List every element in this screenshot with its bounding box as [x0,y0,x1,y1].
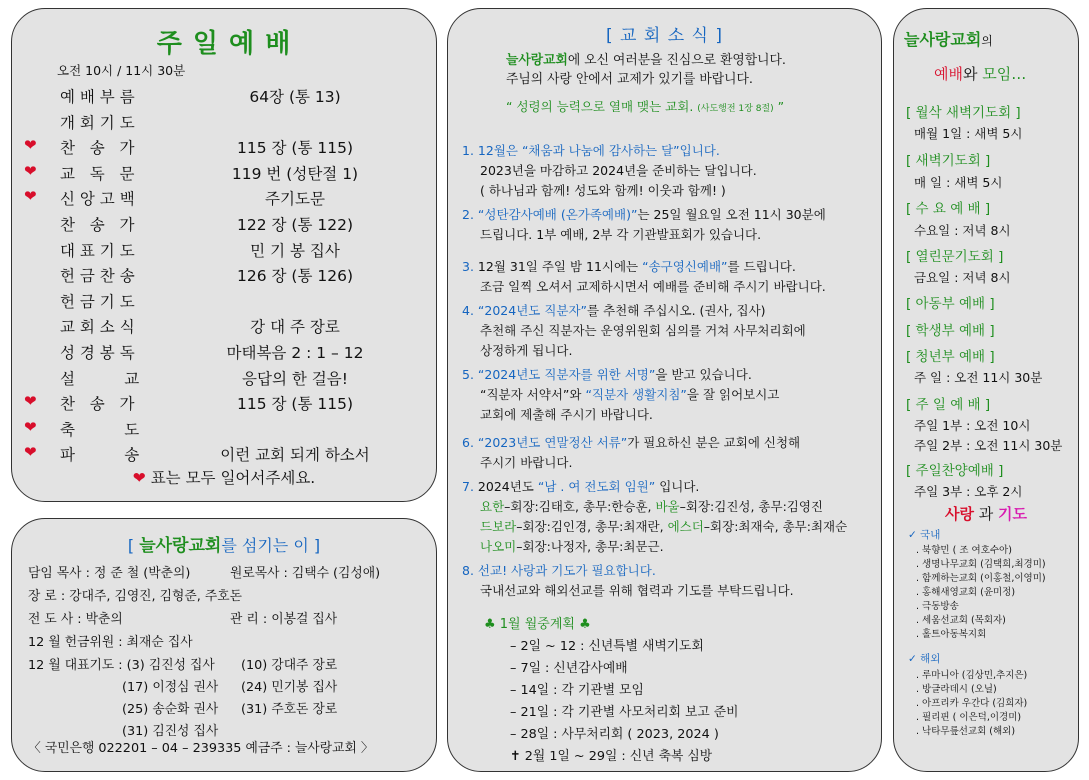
worship-order-row [24,136,434,161]
church-name: 늘사랑교회 [506,53,568,68]
meeting-head: [ 수 요 예 배 ] [906,201,991,217]
worship-time: 오전 10시 / 11시 30분 [57,63,186,78]
order-item-value: 민 기 봉 집사 [250,241,340,260]
order-item-value: 이런 교회 되게 하소서 [220,446,370,465]
order-item-value: 119 번 (성탄절 1) [231,164,359,183]
news-item-6 [462,433,878,473]
order-item-value: 64장 (통 13) [249,88,341,106]
welcome-line-2: 주님의 사랑 안에서 교제가 있기를 바랍니다. [506,72,753,87]
worship-order-row [24,187,434,212]
item-text: “직분자 서약서” [480,387,570,402]
order-item-name: 찬 송 가 [60,395,135,414]
meetings-title [934,63,1026,84]
servants-title-suffix: 를 섬기는 이 ] [221,536,321,555]
elders: 장 로 : 강대주, 김영진, 김형준, 주호돈 [28,589,242,604]
welcome-message [506,51,786,89]
order-item-value: 115 장 (통 115) [237,139,353,158]
item-highlight: “2024년도 직분자” [477,303,588,318]
worship-order-row [24,315,434,340]
pastor: 담임 목사 : 정 준 철 (박춘의) [28,566,191,581]
item-text: 는 25일 월요일 오전 11시 30분에 [637,207,826,222]
mission-item: . 필리핀 ( 이은덕,이경미) [916,712,1022,723]
meeting-head: [ 주일찬양예배 ] [906,463,1004,479]
news-item-2 [462,205,878,245]
item-text: 입니다. [679,143,720,158]
group-name: 드보라 [480,519,517,534]
worship-order-row [24,264,434,289]
meeting-time: 주일 1부 : 오전 10시 [914,418,1031,433]
order-item-name: 예 배 부 름 [60,88,135,106]
emeritus-pastor: 원로목사 : 김택수 (김성애) [230,566,381,581]
meeting-head: [ 청년부 예배 ] [906,349,995,365]
order-item-name: 교 회 소 식 [60,318,135,337]
order-item-name: 성 경 봉 독 [60,344,135,362]
meeting-head: [ 아동부 예배 ] [906,296,995,312]
order-item-name: 찬 송 가 [60,139,135,158]
worship-order-row [24,392,434,417]
mission-item: . 북향민 ( 조 여호수아) [916,545,1012,556]
church-name: 늘사랑교회 [904,30,982,49]
item-line: ( 하나님과 함께! 성도와 함께! 이웃과 함께! ) [480,183,726,198]
order-item-name: 대 표 기 도 [60,241,135,260]
worship-panel [11,8,437,502]
news-item-1 [462,141,878,201]
news-panel [447,8,882,772]
schedule-item: – 21일 : 각 기관별 사모처리회 보고 준비 [510,705,739,720]
theme-verse [506,97,784,115]
heart-icon: ❤ [24,136,37,155]
worship-order-row [24,239,434,264]
order-item-name: 교 독 문 [60,164,135,183]
monthly-plan-title: ♣ 1월 월중계획 ♣ [484,617,591,632]
prayer-rota-item: (24) 민기봉 집사 [241,680,338,695]
prayer-rota-item: (17) 이정심 권사 [122,680,219,695]
standing-note [12,466,436,488]
news-item-8 [462,561,878,601]
item-number: 7. [462,479,474,494]
item-text: 입니다. [655,479,700,494]
item-number: 8. [462,563,474,578]
officer-text: –회장:최재숙, 총무:최재순 [703,519,848,534]
standing-note-text: 표는 모두 일어서주세요. [150,469,316,487]
item-line: 2023년을 마감하고 2024년을 준비하는 달입니다. [480,163,757,178]
mission-item: . 세움선교회 (목회자) [916,615,1006,626]
officer-line [462,537,878,557]
title-mid: 와 [962,65,983,83]
order-item-name: 개 회 기 도 [60,113,135,132]
worship-order-row [24,290,434,315]
prayer-title [894,503,1078,524]
news-item-3 [462,257,878,297]
prayer-rota: 12 월 대표기도 : (3) 김진성 집사 [28,658,215,673]
church-name: 늘사랑교회 [139,536,222,556]
order-item-name: 축 도 [60,420,140,439]
order-item-name: 신 앙 고 백 [60,190,135,209]
prayer-rota-item: (31) 주호돈 장로 [241,702,338,717]
order-item-value: 122 장 (통 122) [237,216,353,234]
meeting-head: [ 학생부 예배 ] [906,323,995,339]
worship-order-row [24,162,434,187]
schedule-item: – 14일 : 각 기관별 모임 [510,683,644,698]
schedule-item: ✝ 2월 1일 ~ 29일 : 신년 축복 심방 [510,749,713,764]
title-meetings: 모임… [982,65,1027,83]
mission-item: . 아프리카 우간다 (김희자) [916,698,1028,709]
mission-item: . 낙타무릎선교회 (해외) [916,726,1016,737]
officer-line [462,497,878,517]
order-item-name: 헌 금 기 도 [60,292,135,311]
item-line: 교회에 제출해 주시기 바랍니다. [480,407,653,422]
meeting-head: [ 주 일 예 배 ] [906,397,991,413]
worship-order-row [24,213,434,238]
meeting-time: 금요일 : 저녁 8시 [914,270,1011,285]
mission-item: . 방글라데시 (오닐) [916,684,997,695]
schedule-item: – 2일 ~ 12 : 신년특별 새벽기도회 [510,639,704,654]
servants-title-prefix: [ [127,536,140,555]
servants-panel [11,518,437,772]
schedule-item: – 28일 : 사무처리회 ( 2023, 2024 ) [510,727,719,742]
order-item-name: 파 송 [60,446,140,465]
bank-account: 〈 국민은행 022201 – 04 – 239335 예금주 : 늘사랑교회 〉 [28,741,374,756]
item-line: 상정하게 됩니다. [480,343,573,358]
order-item-name: 헌 금 찬 송 [60,267,135,286]
prayer-rota-item: (25) 송순화 권사 [122,702,219,717]
order-item-value: 응답의 한 걸음! [242,369,348,388]
meetings-church-name [904,27,993,50]
item-highlight: “송구영신예배” [642,259,728,274]
worship-order-row [24,85,434,110]
meeting-head: [ 월삭 새벽기도회 ] [906,105,1021,121]
heart-icon: ❤ [24,443,37,462]
heart-icon: ❤ [24,417,37,436]
verse-ref: (사도행전 1장 8절) [697,104,774,114]
offering-committee: 12 월 헌금위원 : 최재순 집사 [28,635,193,650]
meeting-time: 주 일 : 오전 11시 30분 [914,370,1043,385]
item-text: 을 받고 있습니다. [655,367,752,382]
item-number: 4. [462,303,474,318]
prayer-mid: 과 [973,505,999,523]
group-name: 요한 [480,499,505,514]
officer-text: –회장:김인경, 총무:최재란, [516,519,668,534]
mission-item: . 루마니아 (김상민,추지은) [916,670,1028,681]
meeting-time: 주일 3부 : 오후 2시 [914,484,1023,499]
heart-icon: ❤ [24,161,37,180]
schedule-item: – 7일 : 신년감사예배 [510,661,628,676]
item-text: 2024년도 [477,479,538,494]
meeting-time: 매월 1일 : 새벽 5시 [914,126,1023,141]
item-line: 주시기 바랍니다. [480,455,573,470]
prayer-rota-item: (31) 김진성 집사 [122,724,219,739]
meetings-panel [893,8,1079,772]
order-item-value: 주기도문 [265,190,325,209]
officer-text: –회장:나정자, 총무:최문근. [516,539,664,554]
mission-item: . 함께하는교회 (이홍철,이영미) [916,573,1046,584]
prayer-rota-item: (10) 강대주 장로 [241,658,338,673]
evangelist: 전 도 사 : 박춘의 [28,612,123,627]
prayer-pray: 기도 [998,505,1027,523]
church-suffix: 의 [981,34,993,48]
group-name: 바울 [655,499,680,514]
manager: 관 리 : 이봉걸 집사 [230,612,338,627]
worship-title: 주 일 예 배 [156,29,292,59]
verse-end: ” [773,99,785,114]
worship-order-row [24,341,434,366]
news-item-4 [462,301,878,361]
item-text: 을 잘 읽어보시고 [686,387,780,402]
item-text: 와 [569,387,586,402]
heart-icon: ❤ [24,187,37,206]
mission-item: . 홍해새영교회 (윤미정) [916,587,1016,598]
overseas-label: ✓ 해외 [908,653,941,665]
item-number: 2. [462,207,474,222]
verse-text: “ 성령의 능력으로 열매 맺는 교회. [506,99,698,114]
group-name: 나오미 [480,539,517,554]
meeting-time: 주일 2부 : 오전 11시 30분 [914,438,1063,453]
mission-item: . 생명나무교회 (김택희,최경미) [916,559,1046,570]
mission-item: . 홀트아동복지회 [916,629,987,640]
group-name: 에스더 [667,519,704,534]
item-highlight: 선교! 사랑과 기도가 필요합니다. [477,563,656,578]
item-highlight: “남 . 여 전도회 임원” [537,479,656,494]
meeting-head: [ 새벽기도회 ] [906,153,991,169]
order-item-name: 설 교 [60,369,140,388]
prayer-love: 사랑 [945,505,974,523]
item-highlight: “2024년도 직분자를 위한 서명” [477,367,656,382]
officer-text: –회장:김진성, 총무:김영진 [679,499,824,514]
meeting-time: 매 일 : 새벽 5시 [914,175,1003,190]
item-highlight: “채움과 나눔에 감사하는 달” [521,143,680,158]
heart-icon: ❤ [24,392,37,411]
item-line [462,385,878,405]
item-line: 추천해 주신 직분자는 운영위원회 심의를 거쳐 사무처리회에 [480,323,806,338]
worship-order-row [24,418,434,443]
order-item-value: 115 장 (통 115) [237,395,353,414]
order-item-value: 강 대 주 장로 [250,318,340,337]
officer-line [462,517,878,537]
item-number: 5. [462,367,474,382]
item-number: 6. [462,435,474,450]
meeting-head: [ 열린문기도회 ] [906,249,1004,265]
item-text: 를 추천해 주십시오. (권사, 집사) [587,303,766,318]
title-worship: 예배 [934,65,963,83]
item-highlight: “성탄감사예배 (온가족예배)” [477,207,638,222]
item-text: 를 드립니다. [727,259,796,274]
item-number: 3. [462,259,474,274]
heart-icon: ❤ [132,469,146,487]
item-number: 1. [462,143,474,158]
news-title: [ 교 회 소 식 ] [606,26,723,46]
welcome-line-1: 에 오신 여러분을 진심으로 환영합니다. [567,53,786,68]
mission-item: . 극동방송 [916,601,959,612]
worship-order-row [24,443,434,468]
item-highlight: “2023년도 연말정산 서류” [477,435,628,450]
item-highlight: “직분자 생활지침” [585,387,687,402]
order-item-value: 126 장 (통 126) [237,267,353,286]
item-text: 12월은 [477,143,522,158]
officer-text: –회장:김태호, 총무:한승훈, [504,499,656,514]
news-item-7 [462,477,878,557]
meeting-time: 수요일 : 저녁 8시 [914,223,1011,238]
servants-title [12,531,436,556]
domestic-label: ✓ 국내 [908,529,941,541]
worship-order-row [24,111,434,136]
item-text: 12월 31일 주일 밤 11시에는 [477,259,643,274]
order-item-value: 마태복음 2 : 1 – 12 [226,344,364,362]
order-item-name: 찬 송 가 [60,216,135,234]
worship-order-row [24,367,434,392]
item-line: 조금 일찍 오셔서 교제하시면서 예배를 준비해 주시기 바랍니다. [480,279,826,294]
item-line: 드립니다. 1부 예배, 2부 각 기관발표회가 있습니다. [480,227,762,242]
news-item-5 [462,365,878,425]
item-text: 가 필요하신 분은 교회에 신청해 [627,435,801,450]
item-line: 국내선교와 해외선교를 위해 협력과 기도를 부탁드립니다. [480,583,794,598]
